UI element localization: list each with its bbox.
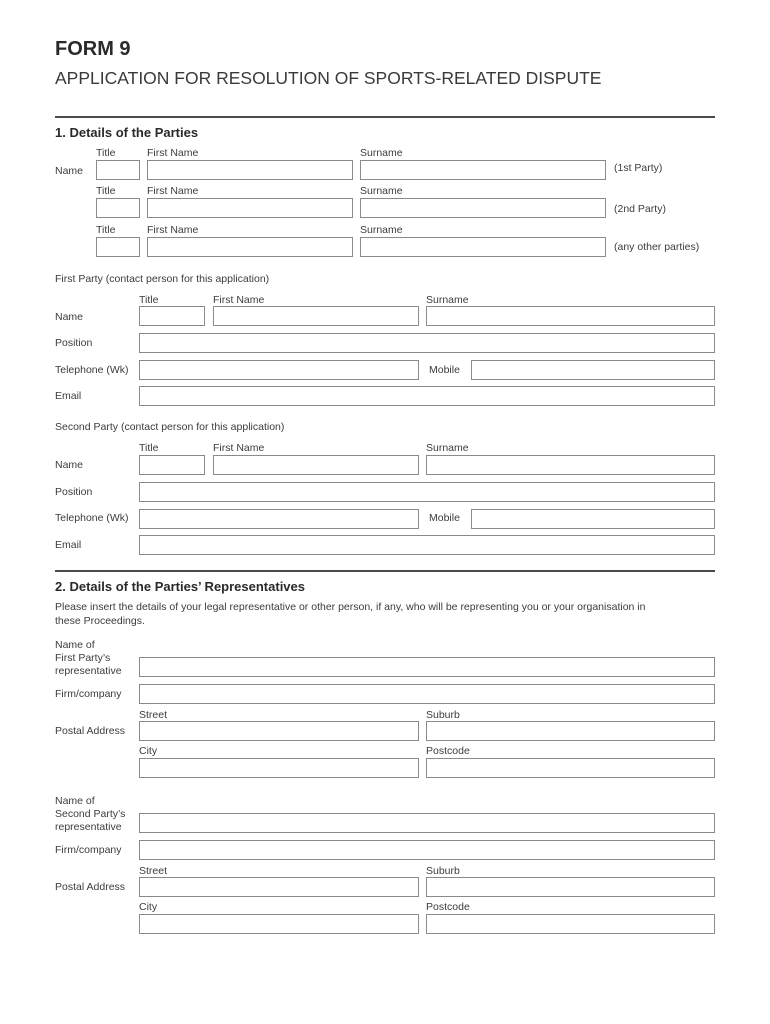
col-title-label: Title (139, 294, 159, 306)
sr-street-label: Street (139, 865, 168, 877)
fr-street-label: Street (139, 709, 168, 721)
col-title-label: Title (139, 442, 159, 454)
party1-first-name-field[interactable] (147, 160, 353, 180)
sr-suburb-field[interactable] (426, 877, 715, 897)
sp-telephone-field[interactable] (139, 509, 419, 529)
fr-street-field[interactable] (139, 721, 419, 741)
col-first-label: First Name (213, 442, 265, 454)
fp-email-field[interactable] (139, 386, 715, 406)
col-title-label: Title (96, 147, 116, 159)
sp-email-label: Email (55, 539, 82, 551)
col-first-label: First Name (147, 224, 199, 236)
party-tag-1: (1st Party) (614, 162, 663, 174)
fp-mobile-field[interactable] (471, 360, 715, 380)
sp-title-field[interactable] (139, 455, 205, 475)
form-number: FORM 9 (55, 38, 131, 60)
section2-heading: 2. Details of the Parties’ Representatives (55, 579, 305, 594)
col-first-label: First Name (147, 185, 199, 197)
fr-postcode-field[interactable] (426, 758, 715, 778)
party3-surname-field[interactable] (360, 237, 606, 257)
fp-title-field[interactable] (139, 306, 205, 326)
sr-label-line3: representative (55, 821, 122, 833)
col-surname-label: Surname (360, 224, 403, 236)
party-tag-2: (2nd Party) (614, 203, 666, 215)
fr-suburb-label: Suburb (426, 709, 460, 721)
fr-label-line2: First Party’s (55, 652, 111, 664)
fr-postcode-label: Postcode (426, 745, 470, 757)
col-surname-label: Surname (360, 185, 403, 197)
fr-suburb-field[interactable] (426, 721, 715, 741)
sp-mobile-label: Mobile (429, 512, 460, 524)
fp-email-label: Email (55, 390, 82, 402)
sr-city-field[interactable] (139, 914, 419, 934)
sr-postcode-label: Postcode (426, 901, 470, 913)
fr-firm-field[interactable] (139, 684, 715, 704)
sr-label-line2: Second Party’s (55, 808, 126, 820)
fp-first-name-field[interactable] (213, 306, 419, 326)
fp-mobile-label: Mobile (429, 364, 460, 376)
fp-telephone-label: Telephone (Wk) (55, 364, 129, 376)
sp-position-field[interactable] (139, 482, 715, 502)
fp-telephone-field[interactable] (139, 360, 419, 380)
fr-label-line3: representative (55, 665, 122, 677)
name-label: Name (55, 165, 84, 177)
fp-surname-field[interactable] (426, 306, 715, 326)
fr-city-label: City (139, 745, 158, 757)
sr-street-field[interactable] (139, 877, 419, 897)
fp-position-label: Position (55, 337, 93, 349)
first-party-heading: First Party (contact person for this application) (55, 273, 270, 285)
sp-email-field[interactable] (139, 535, 715, 555)
col-title-label: Title (96, 224, 116, 236)
col-surname-label: Surname (426, 442, 469, 454)
party1-title-field[interactable] (96, 160, 140, 180)
party2-surname-field[interactable] (360, 198, 606, 218)
sr-suburb-label: Suburb (426, 865, 460, 877)
sr-firm-label: Firm/company (55, 844, 122, 856)
sr-name-field[interactable] (139, 813, 715, 833)
party1-surname-field[interactable] (360, 160, 606, 180)
sp-position-label: Position (55, 486, 93, 498)
fp-name-label: Name (55, 311, 84, 323)
party3-title-field[interactable] (96, 237, 140, 257)
party3-first-name-field[interactable] (147, 237, 353, 257)
fp-position-field[interactable] (139, 333, 715, 353)
party2-title-field[interactable] (96, 198, 140, 218)
col-first-label: First Name (147, 147, 199, 159)
section2-intro-line2: these Proceedings. (55, 615, 145, 627)
sr-city-label: City (139, 901, 158, 913)
sr-firm-field[interactable] (139, 840, 715, 860)
section1-heading: 1. Details of the Parties (55, 125, 199, 140)
fr-firm-label: Firm/company (55, 688, 122, 700)
sp-surname-field[interactable] (426, 455, 715, 475)
col-title-label: Title (96, 185, 116, 197)
sr-postal-label: Postal Address (55, 881, 126, 893)
sp-first-name-field[interactable] (213, 455, 419, 475)
party-tag-3: (any other parties) (614, 241, 700, 253)
col-surname-label: Surname (360, 147, 403, 159)
col-first-label: First Name (213, 294, 265, 306)
sp-telephone-label: Telephone (Wk) (55, 512, 129, 524)
sp-name-label: Name (55, 459, 84, 471)
party2-first-name-field[interactable] (147, 198, 353, 218)
sr-postcode-field[interactable] (426, 914, 715, 934)
fr-city-field[interactable] (139, 758, 419, 778)
fr-name-field[interactable] (139, 657, 715, 677)
section2-intro-line1: Please insert the details of your legal representative or other person, if any, who will be representing you or your organisation in (55, 601, 646, 613)
col-surname-label: Surname (426, 294, 469, 306)
section-divider (55, 116, 715, 118)
sp-mobile-field[interactable] (471, 509, 715, 529)
fr-postal-label: Postal Address (55, 725, 126, 737)
section-divider (55, 570, 715, 572)
fr-label-line1: Name of (55, 639, 95, 651)
second-party-heading: Second Party (contact person for this application) (55, 421, 285, 433)
form-title: APPLICATION FOR RESOLUTION OF SPORTS-RELATED DISPUTE (55, 68, 602, 88)
sr-label-line1: Name of (55, 795, 95, 807)
